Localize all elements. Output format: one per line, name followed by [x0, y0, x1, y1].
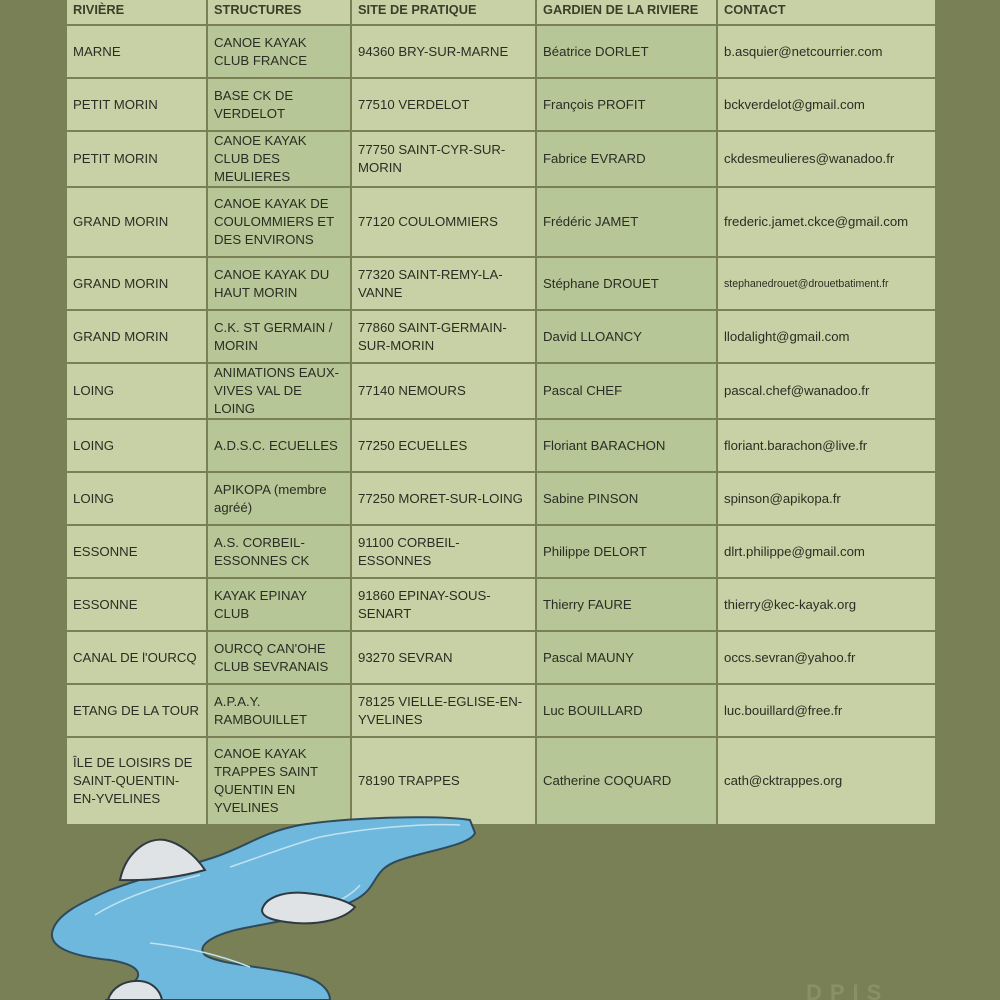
cell-structure: A.S. CORBEIL-ESSONNES CK: [207, 525, 351, 578]
cell-site: 77320 SAINT-REMY-LA-VANNE: [351, 257, 536, 310]
table-row: [66, 310, 936, 363]
cell-guardian: Pascal MAUNY: [536, 631, 717, 684]
cell-guardian: David LLOANCY: [536, 310, 717, 363]
cell-contact[interactable]: llodalight@gmail.com: [717, 310, 936, 363]
cell-river: LOING: [66, 363, 207, 419]
cell-guardian: Catherine COQUARD: [536, 737, 717, 825]
table-body: [66, 25, 936, 825]
watermark-text: DPIS: [806, 980, 890, 1000]
cell-structure: BASE CK DE VERDELOT: [207, 78, 351, 131]
cell-contact[interactable]: cath@cktrappes.org: [717, 737, 936, 825]
cell-contact[interactable]: occs.sevran@yahoo.fr: [717, 631, 936, 684]
cell-guardian: Fabrice EVRARD: [536, 131, 717, 187]
cell-guardian: Sabine PINSON: [536, 472, 717, 525]
header-river: RIVIÈRE: [66, 0, 207, 25]
cell-river: MARNE: [66, 25, 207, 78]
cell-site: 94360 BRY-SUR-MARNE: [351, 25, 536, 78]
header-guardian: GARDIEN DE LA RIVIERE: [536, 0, 717, 25]
guardians-table-wrapper: [65, 0, 935, 826]
cell-river: ESSONNE: [66, 578, 207, 631]
table-row: [66, 78, 936, 131]
table-row: [66, 737, 936, 825]
table-header-row: [66, 0, 936, 25]
cell-river: PETIT MORIN: [66, 78, 207, 131]
cell-river: LOING: [66, 472, 207, 525]
cell-river: ESSONNE: [66, 525, 207, 578]
cell-river: CANAL DE l'OURCQ: [66, 631, 207, 684]
cell-guardian: Stéphane DROUET: [536, 257, 717, 310]
header-site: SITE DE PRATIQUE: [351, 0, 536, 25]
cell-guardian: Thierry FAURE: [536, 578, 717, 631]
cell-guardian: Pascal CHEF: [536, 363, 717, 419]
cell-river: PETIT MORIN: [66, 131, 207, 187]
cell-structure: CANOE KAYAK CLUB DES MEULIERES: [207, 131, 351, 187]
table-row: [66, 578, 936, 631]
cell-structure: OURCQ CAN'OHE CLUB SEVRANAIS: [207, 631, 351, 684]
header-structures: STRUCTURES: [207, 0, 351, 25]
cell-contact[interactable]: floriant.barachon@live.fr: [717, 419, 936, 472]
cell-structure: KAYAK EPINAY CLUB: [207, 578, 351, 631]
table-row: [66, 472, 936, 525]
cell-river: LOING: [66, 419, 207, 472]
cell-site: 91860 EPINAY-SOUS-SENART: [351, 578, 536, 631]
cell-river: GRAND MORIN: [66, 310, 207, 363]
table-row: [66, 25, 936, 78]
table-row: [66, 684, 936, 737]
header-contact: CONTACT: [717, 0, 936, 25]
cell-river: GRAND MORIN: [66, 257, 207, 310]
table-row: [66, 363, 936, 419]
cell-site: 77250 MORET-SUR-LOING: [351, 472, 536, 525]
cell-site: 78190 TRAPPES: [351, 737, 536, 825]
cell-contact[interactable]: bckverdelot@gmail.com: [717, 78, 936, 131]
cell-structure: CANOE KAYAK DU HAUT MORIN: [207, 257, 351, 310]
cell-site: 93270 SEVRAN: [351, 631, 536, 684]
cell-site: 77140 NEMOURS: [351, 363, 536, 419]
cell-site: 77860 SAINT-GERMAIN-SUR-MORIN: [351, 310, 536, 363]
cell-guardian: Floriant BARACHON: [536, 419, 717, 472]
cell-structure: A.P.A.Y. RAMBOUILLET: [207, 684, 351, 737]
cell-site: 77510 VERDELOT: [351, 78, 536, 131]
cell-structure: ANIMATIONS EAUX-VIVES VAL DE LOING: [207, 363, 351, 419]
cell-contact[interactable]: frederic.jamet.ckce@gmail.com: [717, 187, 936, 257]
cell-structure: APIKOPA (membre agréé): [207, 472, 351, 525]
cell-guardian: François PROFIT: [536, 78, 717, 131]
cell-structure: CANOE KAYAK TRAPPES SAINT QUENTIN EN YVELINES: [207, 737, 351, 825]
table-row: [66, 525, 936, 578]
cell-structure: CANOE KAYAK CLUB FRANCE: [207, 25, 351, 78]
cell-contact[interactable]: ckdesmeulieres@wanadoo.fr: [717, 131, 936, 187]
cell-structure: A.D.S.C. ECUELLES: [207, 419, 351, 472]
table-row: [66, 631, 936, 684]
cell-structure: CANOE KAYAK DE COULOMMIERS ET DES ENVIRONS: [207, 187, 351, 257]
cell-structure: C.K. ST GERMAIN / MORIN: [207, 310, 351, 363]
guardians-table: [65, 0, 937, 826]
cell-contact[interactable]: thierry@kec-kayak.org: [717, 578, 936, 631]
table-row: [66, 419, 936, 472]
cell-guardian: Philippe DELORT: [536, 525, 717, 578]
cell-river: GRAND MORIN: [66, 187, 207, 257]
cell-contact[interactable]: luc.bouillard@free.fr: [717, 684, 936, 737]
cell-site: 77120 COULOMMIERS: [351, 187, 536, 257]
table-row: [66, 257, 936, 310]
cell-contact[interactable]: pascal.chef@wanadoo.fr: [717, 363, 936, 419]
cell-contact[interactable]: spinson@apikopa.fr: [717, 472, 936, 525]
cell-contact[interactable]: b.asquier@netcourrier.com: [717, 25, 936, 78]
cell-river: ÎLE DE LOISIRS DE SAINT-QUENTIN-EN-YVELINES: [66, 737, 207, 825]
table-row: [66, 131, 936, 187]
cell-guardian: Frédéric JAMET: [536, 187, 717, 257]
cell-contact[interactable]: stephanedrouet@drouetbatiment.fr: [717, 257, 936, 310]
cell-site: 77250 ECUELLES: [351, 419, 536, 472]
cell-site: 91100 CORBEIL-ESSONNES: [351, 525, 536, 578]
river-icon: [0, 815, 560, 1000]
cell-site: 78125 VIELLE-EGLISE-EN-YVELINES: [351, 684, 536, 737]
cell-river: ETANG DE LA TOUR: [66, 684, 207, 737]
cell-guardian: Béatrice DORLET: [536, 25, 717, 78]
cell-contact[interactable]: dlrt.philippe@gmail.com: [717, 525, 936, 578]
table-row: [66, 187, 936, 257]
cell-guardian: Luc BOUILLARD: [536, 684, 717, 737]
cell-site: 77750 SAINT-CYR-SUR-MORIN: [351, 131, 536, 187]
